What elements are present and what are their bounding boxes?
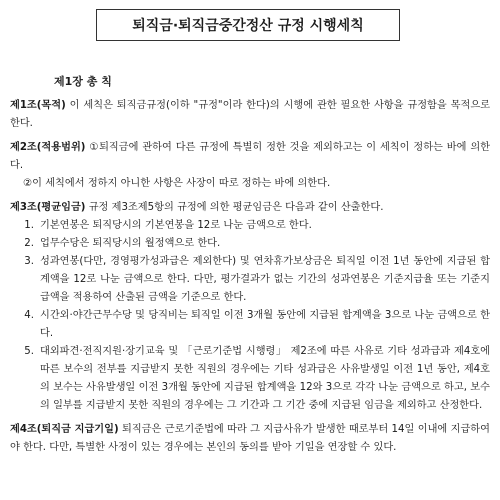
item-text: 시간외·야간근무수당 및 당직비는 퇴직일 이전 3개월 동안에 지급된 합계액을 3으로 나눈 금액으로 한다. — [40, 310, 490, 339]
list-item — [10, 217, 490, 235]
item-text: 업무수당은 퇴직당시의 월정액으로 한다. — [40, 238, 221, 249]
article-3-heading: 제3조(평균임금) — [10, 202, 86, 213]
document-body — [10, 97, 490, 457]
list-item — [10, 235, 490, 253]
article-4-heading: 제4조(퇴직금 지급기일) — [10, 424, 119, 435]
article-1 — [10, 97, 490, 133]
item-text: 대외파견·전직지원·장기교육 및 「근로기준법 시행령」 제2조에 따른 사유로 기타 성과급과 제4호에 따른 보수의 전부를 지급받지 못한 직원의 경우에는 기타 성과급은 사유발생일 이전 1년 동안, 제4호의 보수는 사유발생일 이전 3개월 동안에 지급된 합계액을 12와 3으로 각각 나눈 금액으로 하고, 보수의 일부를 지급받지 못한 직원의 경우에는 그 기간과 그 기간 중에 지급된 임금을 제외하고 산정한다. — [40, 346, 490, 411]
article-1-heading: 제1조(목적) — [10, 100, 66, 111]
item-text: 기본연봉은 퇴직당시의 기본연봉을 12로 나눈 금액으로 한다. — [40, 220, 312, 231]
item-number: 1. — [24, 220, 34, 231]
document-title-box — [96, 9, 400, 41]
item-number: 4. — [24, 310, 34, 321]
chapter-heading: 제1장 총 칙 — [54, 75, 112, 88]
document-title: 퇴직금·퇴직금중간정산 규정 시행세칙 — [132, 18, 364, 34]
article-4-text: 퇴직금은 근로기준법에 따라 그 지급사유가 발생한 때로부터 14일 이내에 지급하여야 한다. 다만, 특별한 사정이 있는 경우에는 본인의 동의를 받아 기일을 연장할 수 있다. — [10, 424, 490, 453]
article-2-heading: 제2조(적용범위) — [10, 142, 86, 153]
list-item — [10, 253, 490, 307]
item-text: 성과연봉(다만, 경영평가성과급은 제외한다) 및 연차휴가보상금은 퇴직일 이전 1년 동안에 지급된 합계액을 12로 나눈 금액으로 한다. 다만, 평가결과가 없는 기간의 성과연봉은 기준지급율 또는 기준지급액을 적용하여 산출된 금액을 기준으로 한다. — [40, 256, 490, 303]
article-4 — [10, 421, 490, 457]
list-item — [10, 343, 490, 415]
list-item — [10, 307, 490, 343]
article-2 — [10, 139, 490, 193]
article-1-text: 이 세칙은 퇴직금규정(이하 "규정"이라 한다)의 시행에 관한 필요한 사항을 규정함을 목적으로 한다. — [10, 100, 490, 129]
item-number: 3. — [24, 256, 34, 267]
article-3-text: 규정 제3조제5항의 규정에 의한 평균임금은 다음과 같이 산출한다. — [85, 202, 384, 213]
item-number: 5. — [24, 346, 34, 357]
article-2-clause-2: ②이 세칙에서 정하지 아니한 사항은 사장이 따로 정하는 바에 의한다. — [23, 178, 331, 189]
article-3-item-list — [10, 217, 490, 415]
item-number: 2. — [24, 238, 34, 249]
article-3 — [10, 199, 490, 415]
article-2-clause-1: ①퇴직금에 관하여 다른 규정에 특별히 정한 것을 제외하고는 이 세칙이 정하는 바에 의한다. — [10, 142, 490, 171]
